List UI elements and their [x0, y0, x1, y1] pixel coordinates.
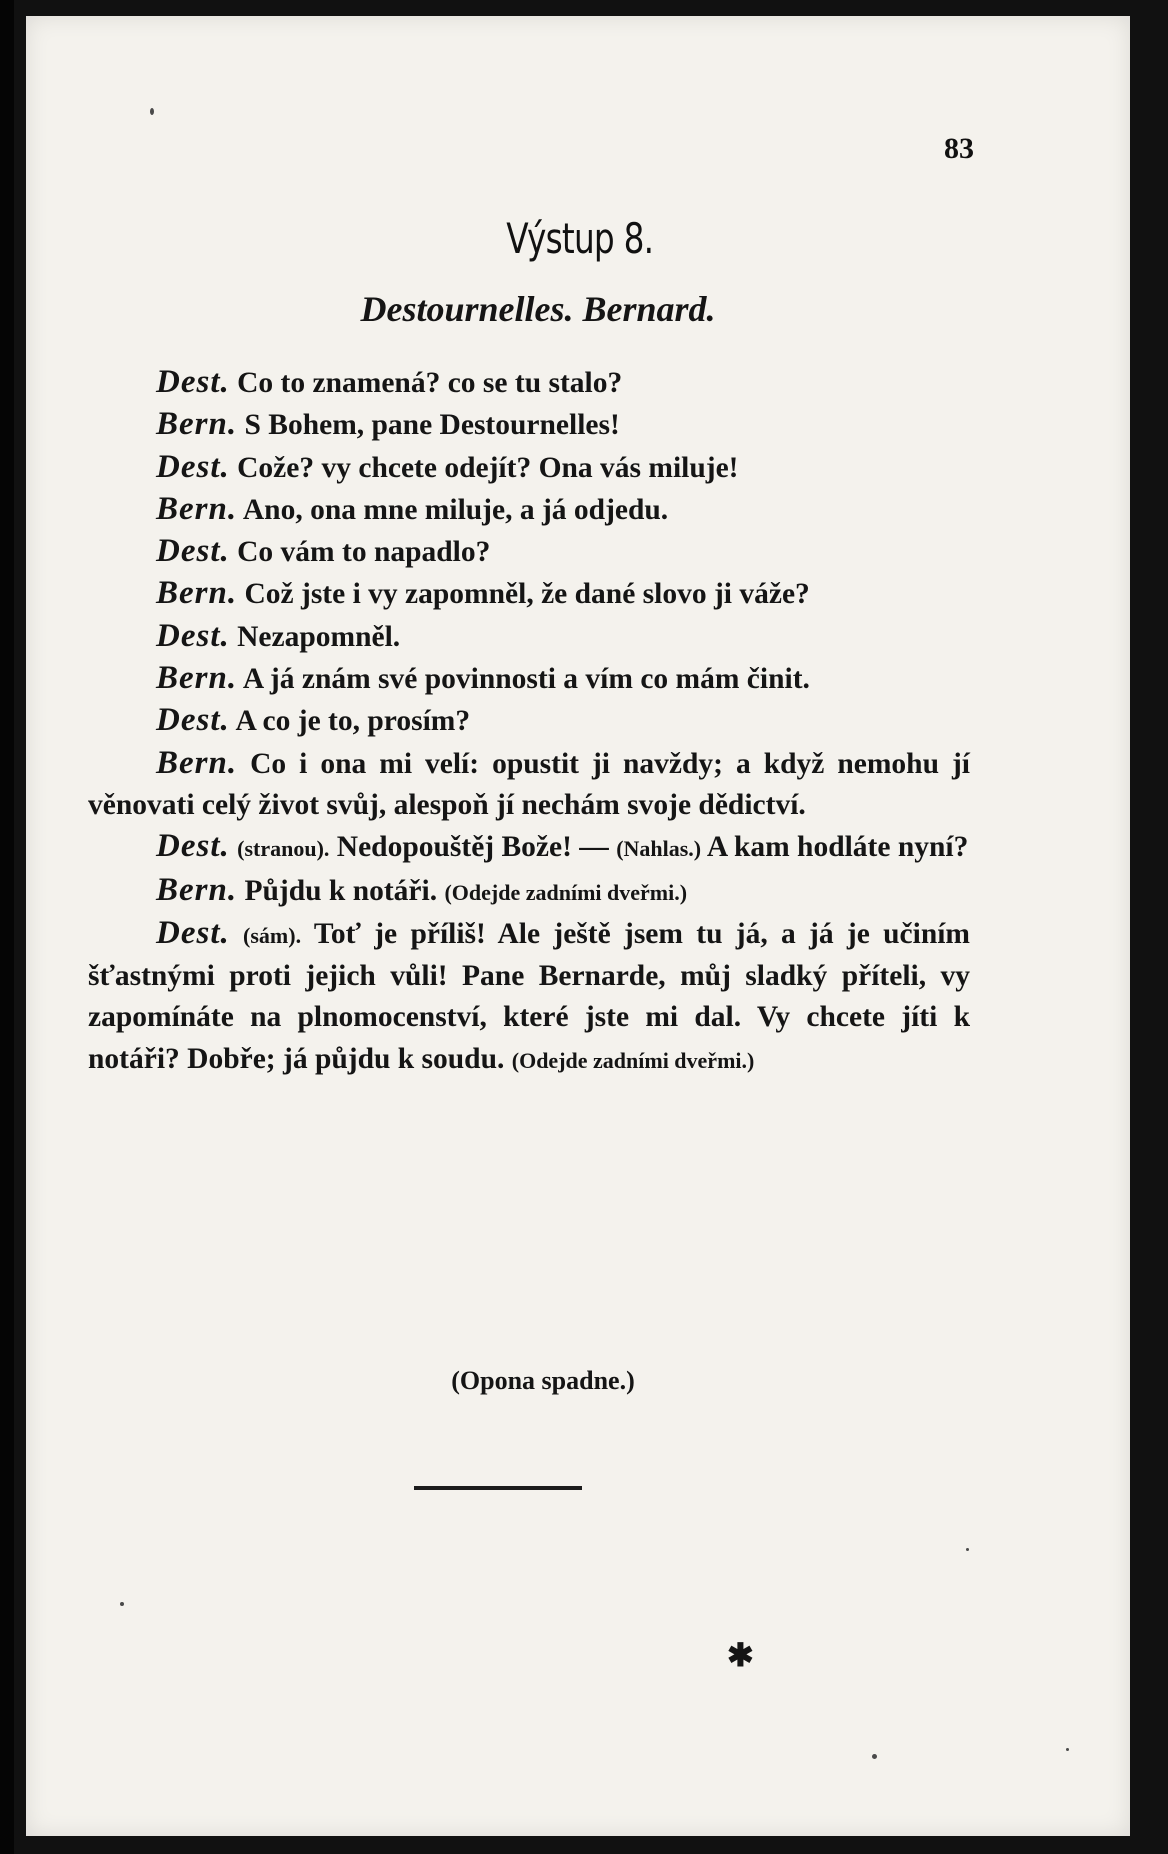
book-page [26, 16, 1130, 1836]
dialogue-block [88, 362, 970, 1081]
dialogue-text: Cože? vy chcete odejít? Ona vás miluje! [237, 451, 739, 484]
dialogue-line [88, 362, 970, 404]
dialogue-text: A já znám své povinnosti a vím co mám činit. [242, 663, 810, 696]
dialogue-text: Ano, ona mne miluje, a já odjedu. [242, 493, 669, 526]
speaker-name: Dest. [156, 448, 230, 485]
stage-direction: (sám). [243, 922, 302, 948]
dialogue-line [88, 743, 970, 827]
speaker-name: Dest. [156, 533, 230, 570]
book-spine-shadow [0, 0, 14, 1854]
speaker-name: Bern. [156, 744, 238, 781]
speaker-name: Dest. [156, 617, 230, 654]
dialogue-text: Půjdu k notáři. [244, 874, 438, 907]
curtain-direction: (Opona spadne.) [451, 1366, 635, 1395]
speaker-name: Bern. [156, 406, 238, 443]
speaker-name: Dest. [156, 364, 230, 400]
stage-direction: (Odejde zadními dveřmi.) [511, 1047, 755, 1073]
dialogue-text: A kam hodláte nyní? [706, 831, 969, 864]
dialogue-text: Nezapomněl. [237, 620, 401, 653]
dialogue-text: Toť je příliš! Ale ještě jsem tu já, a já je učiním šťastnými proti jejich vůli! Pane Bernarde, můj sladký příteli, vy zapomínáte na plnomocenství, které jste mi dal. Vy chcete jíti k notáři? Dobře; já půjdu k soudu. [88, 917, 970, 1075]
stage-direction: (Nahlas.) [616, 836, 702, 862]
speaker-name: Dest. [156, 702, 230, 739]
dialogue-line [88, 404, 970, 446]
dialogue-line [88, 616, 970, 658]
page-number: 83 [944, 132, 974, 165]
dialogue-line [88, 531, 970, 573]
dialogue-line [88, 489, 970, 531]
end-rule [414, 1486, 582, 1490]
dialogue-text: Co vám to napadlo? [237, 536, 491, 569]
paper-speck [966, 1548, 969, 1551]
paper-speck [120, 1602, 124, 1606]
speaker-name: Bern. [156, 490, 238, 527]
speaker-name: Dest. [156, 914, 230, 951]
dialogue-line [88, 447, 970, 489]
dialogue-text: A co je to, prosím? [235, 705, 471, 738]
scene-heading: Výstup 8. [506, 214, 654, 263]
dialogue-line [88, 658, 970, 700]
dialogue-line [88, 700, 970, 742]
speaker-name: Bern. [156, 575, 238, 612]
paper-speck [1066, 1748, 1069, 1751]
dialogue-text: Co i ona mi velí: opustit ji navždy; a když nemohu jí věnovati celý život svůj, alespoň jí nechám svoje dědictví. [88, 747, 971, 821]
speaker-name: Dest. [156, 828, 230, 865]
dialogue-text: S Bohem, pane Destournelles! [244, 409, 620, 442]
stage-direction: (stranou). [237, 836, 330, 862]
speaker-name: Bern. [156, 871, 238, 908]
dialogue-line [88, 826, 970, 869]
stage-direction: (Odejde zadními dveřmi.) [444, 879, 688, 905]
dialogue-line [88, 870, 970, 913]
scene-characters: Destournelles. Bernard. [360, 289, 716, 329]
paper-speck [150, 108, 154, 115]
speaker-name: Bern. [156, 660, 238, 697]
dialogue-text: Což jste i vy zapomněl, že dané slovo ji váže? [244, 578, 810, 611]
asterisk-ornament-icon: ✱ [727, 1637, 754, 1673]
dialogue-text: Nedopouštěj Bože! — [336, 831, 609, 864]
dialogue-text: Co to znamená? co se tu stalo? [237, 367, 623, 399]
dialogue-line [88, 573, 970, 615]
paper-speck [872, 1754, 877, 1759]
dialogue-line [88, 913, 970, 1081]
